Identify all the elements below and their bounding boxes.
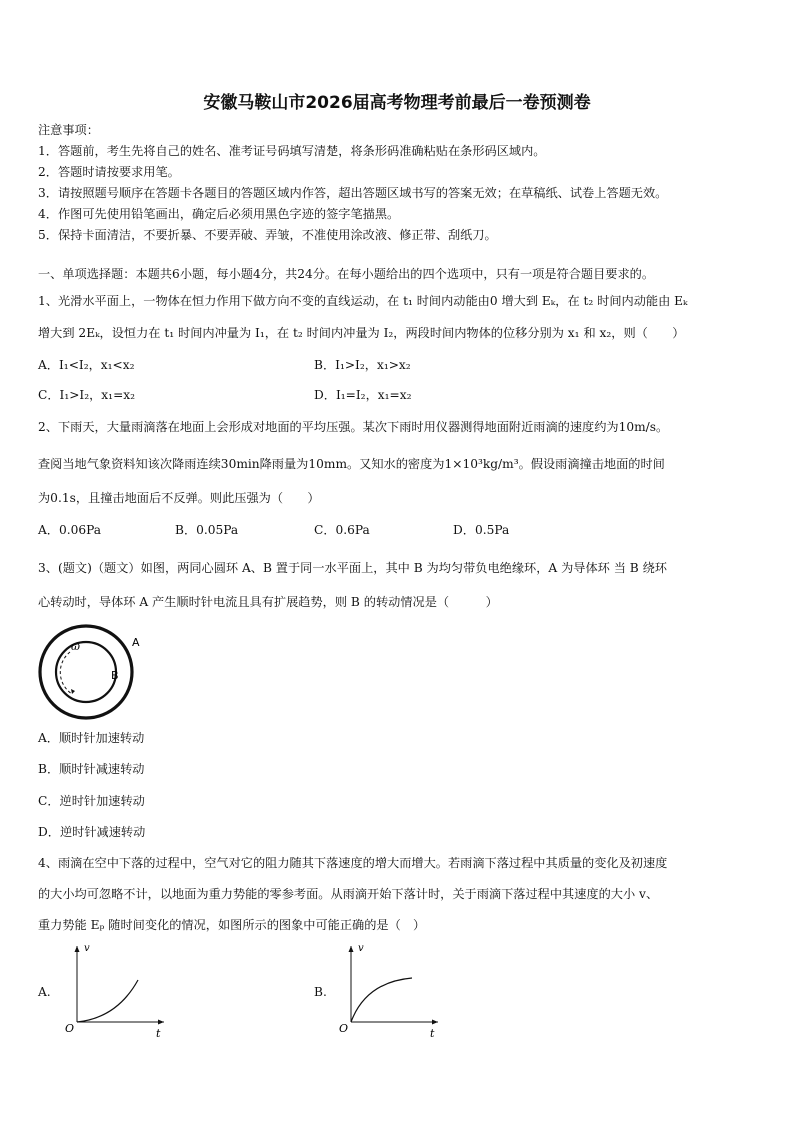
q2-option-c: C．0.6Pa xyxy=(314,523,370,537)
q2-stem-line3: 为0.1s，且撞击地面后不反弹。则此压强为（ ） xyxy=(38,491,320,505)
q3-rings-figure xyxy=(38,624,148,720)
origin-label: O xyxy=(339,1022,349,1035)
q4-option-a-label: A. xyxy=(38,985,51,999)
ring-b-label: B xyxy=(111,669,119,682)
q3-option-a: A．顺时针加速转动 xyxy=(38,731,145,745)
q2-option-a: A．0.06Pa xyxy=(38,523,102,537)
q2-option-d: D．0.5Pa xyxy=(453,523,510,537)
q4-option-b-label: B. xyxy=(314,985,327,999)
section-heading: 一、单项选择题：本题共6小题，每小题4分，共24分。在每小题给出的四个选项中，只有一项是符合题目要求的。 xyxy=(38,267,655,281)
x-axis-arrow-icon xyxy=(158,1020,164,1025)
q4-graph-a-svg xyxy=(62,940,172,1040)
notice-item-3: 3．请按照题号顺序在答题卡各题目的答题区域内作答，超出答题区域书写的答案无效；在草稿纸、试卷上答题无效。 xyxy=(38,186,668,200)
q4-stem-line3: 重力势能 Eₚ 随时间变化的情况，如图所示的图象中可能正确的是（ ） xyxy=(38,918,426,932)
axis-t-label: t xyxy=(430,1027,435,1040)
y-axis-arrow-icon xyxy=(75,946,80,952)
rotation-arc xyxy=(60,652,72,694)
curve-a xyxy=(77,980,138,1022)
q1-stem-line2: 增大到 2Eₖ，设恒力在 t₁ 时间内冲量为 I₁，在 t₂ 时间内冲量为 I₂，两段时间内物体的位移分别为 x₁ 和 x₂，则（ ） xyxy=(38,326,685,340)
origin-label: O xyxy=(65,1022,75,1035)
q1-option-c: C．I₁>I₂，x₁=x₂ xyxy=(38,388,136,402)
notice-item-1: 1．答题前，考生先将自己的姓名、准考证号码填写清楚，将条形码准确粘贴在条形码区域内。 xyxy=(38,144,546,158)
q2-stem-line1: 2、下雨天，大量雨滴落在地面上会形成对地面的平均压强。某次下雨时用仪器测得地面附近雨滴的速度约为10m/s。 xyxy=(38,420,669,434)
q1-option-d: D．I₁=I₂，x₁=x₂ xyxy=(314,388,412,402)
notice-item-5: 5．保持卡面清洁，不要折暴、不要弄破、弄皱，不准使用涂改液、修正带、刮纸刀。 xyxy=(38,228,497,242)
q4-graph-b-svg xyxy=(336,940,446,1040)
q2-stem-line2: 查阅当地气象资料知该次降雨连续30min降雨量为10mm。又知水的密度为1×10³kg/m³。假设雨滴撞击地面的时间 xyxy=(38,457,665,471)
notice-heading: 注意事项： xyxy=(38,123,99,137)
q4-stem-line1: 4、雨滴在空中下落的过程中，空气对它的阻力随其下落速度的增大而增大。若雨滴下落过程中其质量的变化及初速度 xyxy=(38,856,668,870)
curve-b xyxy=(351,978,412,1022)
q4-graph-b xyxy=(336,940,446,1044)
q2-option-b: B．0.05Pa xyxy=(175,523,239,537)
axis-v-label: v xyxy=(358,943,364,954)
q1-option-a: A．I₁<I₂，x₁<x₂ xyxy=(38,358,135,372)
notice-item-4: 4．作图可先使用铅笔画出，确定后必须用黑色字迹的签字笔描黑。 xyxy=(38,207,400,221)
ring-a-label: A xyxy=(132,636,140,649)
notice-item-2: 2．答题时请按要求用笔。 xyxy=(38,165,180,179)
q3-option-d: D．逆时针减速转动 xyxy=(38,825,146,839)
omega-label: ω xyxy=(71,640,80,653)
page-title: 安徽马鞍山市2026届高考物理考前最后一卷预测卷 xyxy=(203,93,591,113)
q4-graph-a xyxy=(62,940,172,1044)
q3-option-c: C．逆时针加速转动 xyxy=(38,794,145,808)
y-axis-arrow-icon xyxy=(349,946,354,952)
axis-v-label: v xyxy=(84,943,90,954)
rotation-arrow-icon xyxy=(71,689,75,694)
ring-b xyxy=(56,642,116,702)
q3-stem-line1: 3、(题文)（题文）如图，两同心圆环 A、B 置于同一水平面上，其中 B 为均匀带负电绝缘环，A 为导体环 当 B 绕环 xyxy=(38,561,667,575)
x-axis-arrow-icon xyxy=(432,1020,438,1025)
q3-option-b: B．顺时针减速转动 xyxy=(38,762,145,776)
q4-stem-line2: 的大小均可忽略不计，以地面为重力势能的零参考面。从雨滴开始下落计时，关于雨滴下落过程中其速度的大小 v、 xyxy=(38,887,659,901)
q1-option-b: B．I₁>I₂，x₁>x₂ xyxy=(314,358,411,372)
axis-t-label: t xyxy=(156,1027,161,1040)
q3-rings-svg xyxy=(38,624,148,720)
q3-stem-line2: 心转动时，导体环 A 产生顺时针电流且具有扩展趋势，则 B 的转动情况是（ ） xyxy=(38,595,498,609)
q1-stem-line1: 1、光滑水平面上，一物体在恒力作用下做方向不变的直线运动，在 t₁ 时间内动能由0 增大到 Eₖ，在 t₂ 时间内动能由 Eₖ xyxy=(38,294,688,308)
